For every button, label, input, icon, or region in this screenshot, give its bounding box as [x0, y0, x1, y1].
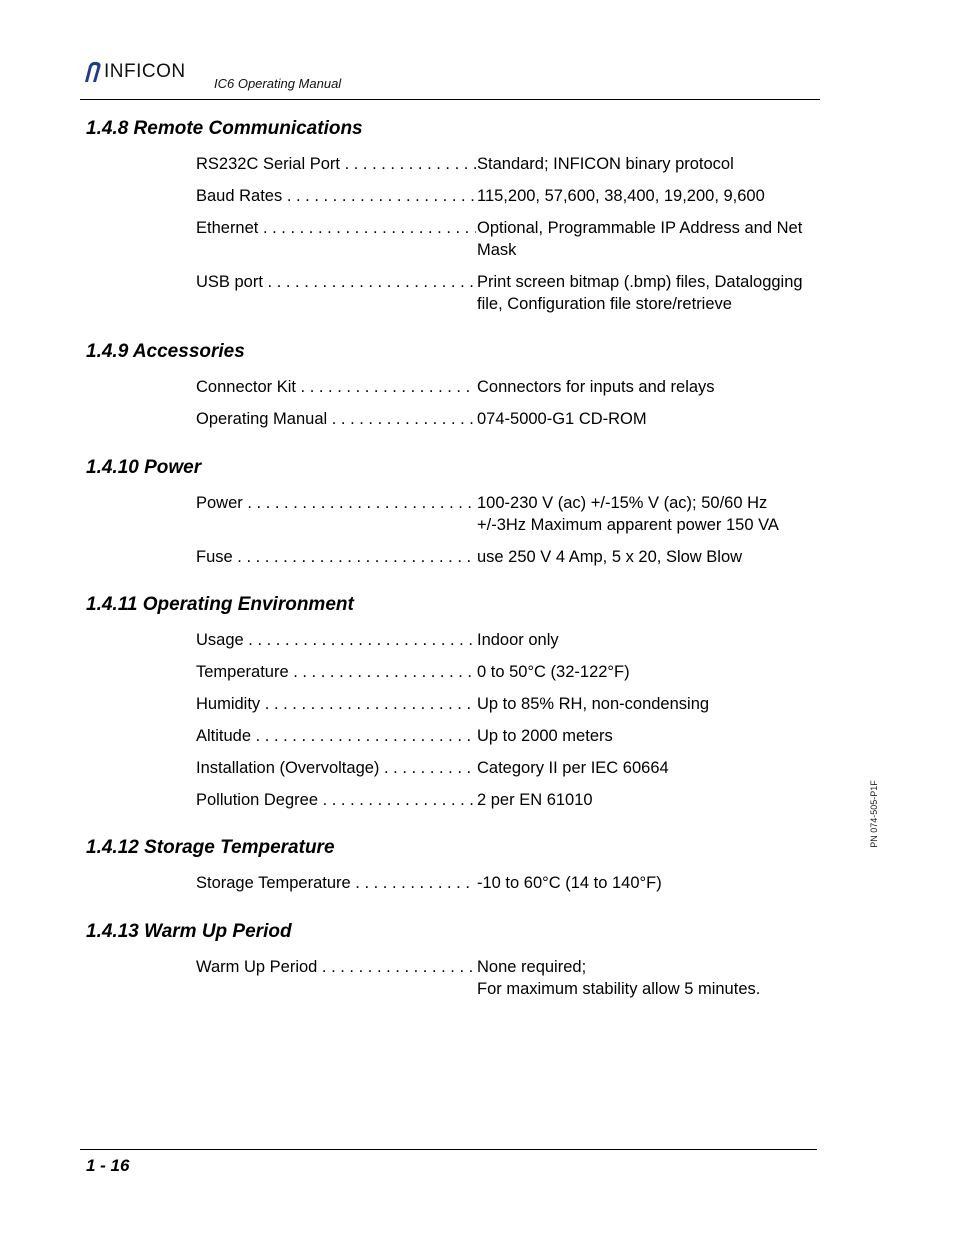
- spec-value: Up to 2000 meters: [477, 727, 613, 745]
- logo-text: INFICON: [104, 61, 186, 82]
- spec-term: Humidity . . .: [196, 693, 476, 715]
- spec-term: Storage Temperature . . .: [196, 872, 476, 894]
- spec-row: [196, 661, 826, 683]
- spec-value: Print screen bitmap (.bmp) files, Datalogging file, Configuration file store/retrieve: [477, 273, 803, 313]
- header-rule: [80, 99, 820, 100]
- spec-value: -10 to 60°C (14 to 140°F): [477, 874, 662, 892]
- spec-row: [196, 271, 826, 315]
- spec-value: Connectors for inputs and relays: [477, 378, 715, 396]
- spec-row: [196, 492, 826, 536]
- section-warm-up-period: [86, 920, 826, 1000]
- spec-row: [196, 546, 826, 568]
- spec-row: [196, 725, 826, 747]
- spec-list: [86, 153, 826, 315]
- spec-term: Pollution Degree . . .: [196, 789, 476, 811]
- spec-term: Usage . . .: [196, 629, 476, 651]
- spec-value: 100-230 V (ac) +/-15% V (ac); 50/60 Hz +/-3Hz Maximum apparent power 150 VA: [477, 494, 779, 534]
- spec-value: Optional, Programmable IP Address and Net Mask: [477, 219, 803, 259]
- spec-value: 2 per EN 61010: [477, 791, 593, 809]
- spec-value: None required; For maximum stability allow 5 minutes.: [477, 958, 761, 998]
- spec-row: [196, 956, 826, 1000]
- spec-term: USB port . . .: [196, 271, 476, 293]
- spec-list: [86, 629, 826, 811]
- page-number: 1 - 16: [86, 1156, 130, 1175]
- spec-list: [86, 872, 826, 894]
- section-heading: 1.4.8 Remote Communications: [86, 118, 363, 139]
- spec-value: 074-5000-G1 CD-ROM: [477, 410, 647, 428]
- spec-value: 0 to 50°C (32-122°F): [477, 663, 630, 681]
- inficon-logo-icon: [82, 60, 104, 84]
- spec-term: Baud Rates . . .: [196, 185, 476, 207]
- spec-term: RS232C Serial Port . . .: [196, 153, 476, 175]
- spec-term: Connector Kit . . .: [196, 376, 476, 398]
- spec-row: [196, 629, 826, 651]
- section-heading: 1.4.10 Power: [86, 457, 202, 478]
- section-heading: 1.4.13 Warm Up Period: [86, 921, 292, 942]
- spec-value: use 250 V 4 Amp, 5 x 20, Slow Blow: [477, 548, 743, 566]
- spec-term: Ethernet . . .: [196, 217, 476, 239]
- spec-value: Category II per IEC 60664: [477, 759, 669, 777]
- section-heading: 1.4.11 Operating Environment: [86, 594, 354, 615]
- section-operating-environment: [86, 593, 826, 811]
- spec-list: [86, 492, 826, 568]
- spec-term: Operating Manual . . .: [196, 408, 476, 430]
- footer-rule: [80, 1149, 817, 1150]
- spec-term: Power . . .: [196, 492, 476, 514]
- section-heading: 1.4.9 Accessories: [86, 341, 245, 362]
- spec-row: [196, 153, 826, 175]
- spec-value: Indoor only: [477, 631, 559, 649]
- spec-row: [196, 693, 826, 715]
- spec-row: [196, 872, 826, 894]
- spec-list: [86, 376, 826, 430]
- spec-row: [196, 185, 826, 207]
- spec-term: Installation (Overvoltage) . . .: [196, 757, 476, 779]
- section-storage-temperature: [86, 836, 826, 894]
- spec-term: Fuse . . .: [196, 546, 476, 568]
- section-heading: 1.4.12 Storage Temperature: [86, 837, 335, 858]
- section-accessories: [86, 340, 826, 430]
- spec-row: [196, 789, 826, 811]
- spec-value: 115,200, 57,600, 38,400, 19,200, 9,600: [477, 187, 765, 205]
- spec-value: Standard; INFICON binary protocol: [477, 155, 734, 173]
- spec-term: Temperature . . .: [196, 661, 476, 683]
- section-power: [86, 456, 826, 568]
- spec-list: [86, 956, 826, 1000]
- part-number: PN 074-505-P1F: [869, 780, 879, 848]
- spec-term: Warm Up Period . . .: [196, 956, 476, 978]
- spec-row: [196, 408, 826, 430]
- spec-row: [196, 217, 826, 261]
- spec-term: Altitude . . .: [196, 725, 476, 747]
- spec-value: Up to 85% RH, non-condensing: [477, 695, 710, 713]
- section-remote-communications: [86, 117, 826, 315]
- spec-row: [196, 757, 826, 779]
- spec-row: [196, 376, 826, 398]
- manual-title: IC6 Operating Manual: [214, 76, 342, 91]
